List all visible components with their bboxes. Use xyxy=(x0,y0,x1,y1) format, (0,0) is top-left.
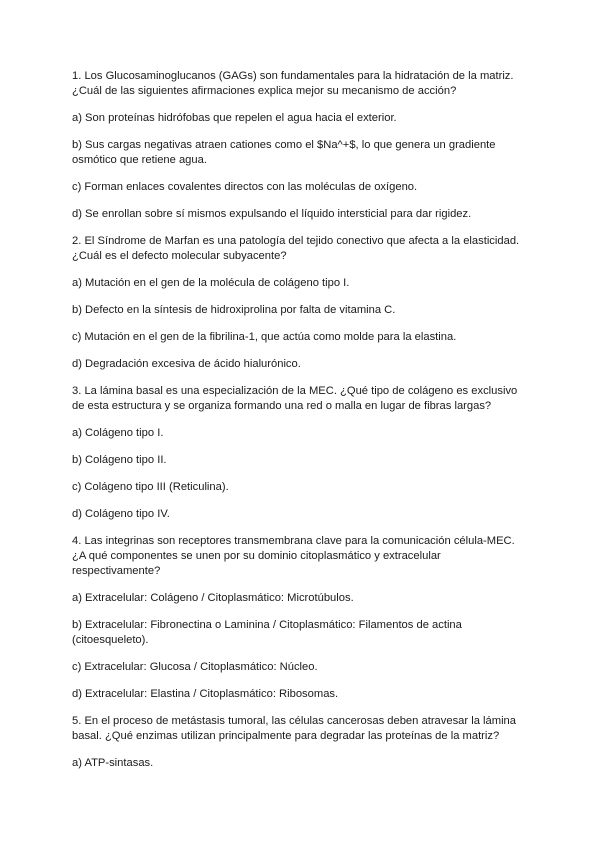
question-4-text: 4. Las integrinas son receptores transmembrana clave para la comunicación célula-MEC. ¿A qué componentes se unen por su dominio citoplasmático y extracelular respectivamente? xyxy=(72,535,515,577)
question-1-option-a: a) Son proteínas hidrófobas que repelen el agua hacia el exterior. xyxy=(72,112,397,124)
question-4-option-a: a) Extracelular: Colágeno / Citoplasmático: Microtúbulos. xyxy=(72,592,354,604)
question-1-option-c: c) Forman enlaces covalentes directos con las moléculas de oxígeno. xyxy=(72,181,418,193)
question-5-option-a: a) ATP-sintasas. xyxy=(72,757,154,769)
question-3-option-b: b) Colágeno tipo II. xyxy=(72,454,167,466)
question-2-option-b: b) Defecto en la síntesis de hidroxiprolina por falta de vitamina C. xyxy=(72,304,396,316)
question-1-option-b: b) Sus cargas negativas atraen cationes como el $Na^+$, lo que genera un gradiente osmótico que retiene agua. xyxy=(72,139,496,166)
question-2-option-d: d) Degradación excesiva de ácido hialurónico. xyxy=(72,358,301,370)
question-3-option-c: c) Colágeno tipo III (Reticulina). xyxy=(72,481,229,493)
question-3-option-d: d) Colágeno tipo IV. xyxy=(72,508,170,520)
question-2-text: 2. El Síndrome de Marfan es una patología del tejido conectivo que afecta a la elasticidad. ¿Cuál es el defecto molecular subyacente? xyxy=(72,235,520,262)
question-3-text: 3. La lámina basal es una especialización de la MEC. ¿Qué tipo de colágeno es exclusivo de esta estructura y se organiza formando una red o malla en lugar de fibras largas? xyxy=(72,385,518,412)
question-2-option-c: c) Mutación en el gen de la fibrilina-1, que actúa como molde para la elastina. xyxy=(72,331,457,343)
question-4-option-d: d) Extracelular: Elastina / Citoplasmático: Ribosomas. xyxy=(72,688,339,700)
question-3-option-a: a) Colágeno tipo I. xyxy=(72,427,164,439)
question-1-text: 1. Los Glucosaminoglucanos (GAGs) son fundamentales para la hidratación de la matriz. ¿Cuál de las siguientes afirmaciones explica mejor su mecanismo de acción? xyxy=(72,70,514,97)
question-2-option-a: a) Mutación en el gen de la molécula de colágeno tipo I. xyxy=(72,277,350,289)
question-4-option-c: c) Extracelular: Glucosa / Citoplasmático: Núcleo. xyxy=(72,661,318,673)
question-1-option-d: d) Se enrollan sobre sí mismos expulsando el líquido intersticial para dar rigidez. xyxy=(72,208,472,220)
question-5-text: 5. En el proceso de metástasis tumoral, las células cancerosas deben atravesar la lámina basal. ¿Qué enzimas utilizan principalmente para degradar las proteínas de la matriz? xyxy=(72,715,516,742)
question-4-option-b: b) Extracelular: Fibronectina o Laminina / Citoplasmático: Filamentos de actina (citoesqueleto). xyxy=(72,619,462,646)
document-page xyxy=(72,69,522,783)
